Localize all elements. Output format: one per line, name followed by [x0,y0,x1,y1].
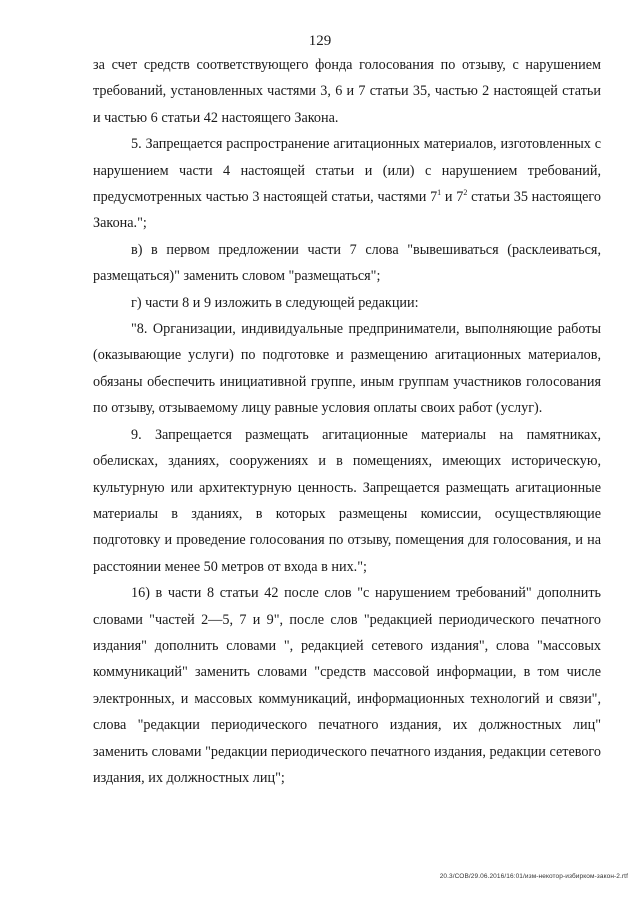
paragraph-item-5-middle: и 7 [441,189,464,206]
superscript-1: 1 [437,188,442,198]
paragraph-item-5-text: 5. Запрещается распространение агитационных материалов, изготовленных с нарушением части 4 настоящей статьи и (или) с нарушением требований, предусмотренных частью 3 настоящей статьи, частями 7 [93,136,601,206]
paragraph-subitem-g: г) части 8 и 9 изложить в следующей редакции: [131,294,419,311]
paragraph-subitem-v: в) в первом предложении части 7 слова "вывешиваться (расклеиваться, размещаться)" заменить словом "размещаться"; [93,241,601,285]
document-body [93,52,601,791]
page-number: 129 [308,33,332,49]
paragraph-item-5-end: статьи 35 настоящего Закона."; [93,189,601,232]
paragraph-continuation: за счет средств соответствующего фонда голосования по отзыву, с нарушением требований, установленных частями 3, 6 и 7 статьи 35, частью 2 настоящей статьи и частью 6 статьи 42 настоящего Закона. [93,57,601,126]
paragraph-item-9: 9. Запрещается размещать агитационные материалы на памятниках, обелисках, зданиях, сооружениях и в помещениях, имеющих историческую, культурную или архитектурную ценность. Запрещается размещать агитационные материалы в зданиях, в которых размещены комиссии, осуществляющие подготовку и проведение голосования по отзыву, помещения для голосования, и на расстоянии менее 50 метров от входа в них."; [93,426,601,575]
superscript-2: 2 [463,188,468,198]
file-footer: 20.3/СОВ/29.06.2016/16:01/изм-некотор-избирком-закон-2.rtf [439,873,628,880]
paragraph-item-8: "8. Организации, индивидуальные предприниматели, выполняющие работы (оказывающие услуги) по подготовке и размещению агитационных материалов, обязаны обеспечить инициативной группе, иным группам участников голосования по отзыву, отзываемому лицу равные условия оплаты своих работ (услуг). [93,321,601,417]
paragraph-item-5 [93,131,601,237]
paragraph-item-16: 16) в части 8 статьи 42 после слов "с нарушением требований" дополнить словами "частей 2—5, 7 и 9", после слов "редакцией периодического печатного издания" дополнить словами ", редакцией сетевого издания", слова "массовых коммуникаций" заменить словами "средств массовой информации, в том числе электронных, и массовых коммуникаций, информационных технологий и связи", слова "редакции периодического печатного издания, их должностных лиц" заменить словами "редакции периодического печатного издания, редакции сетевого издания, их должностных лиц"; [93,585,601,786]
